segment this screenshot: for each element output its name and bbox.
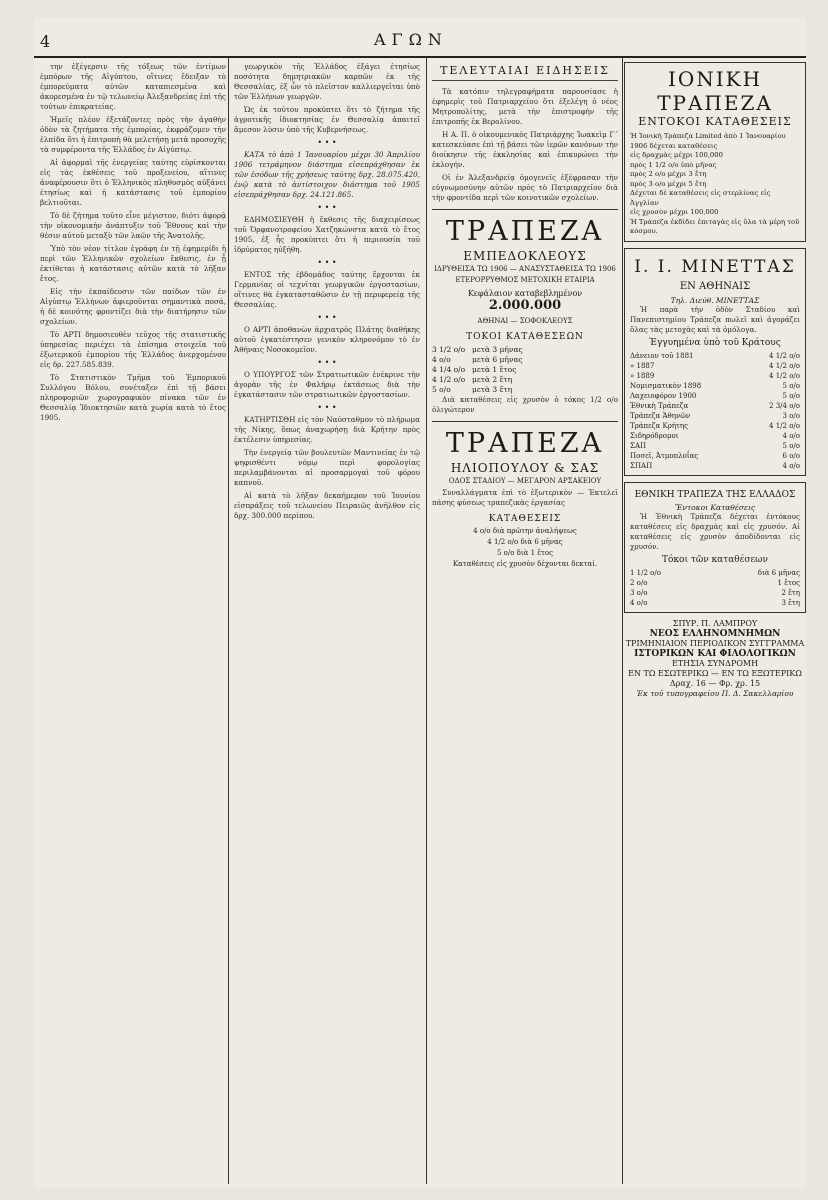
national-bank-ad <box>624 482 806 613</box>
rate-term: διὰ 6 μῆνας <box>757 568 800 577</box>
bond-name: Σιδηρόδρομοι <box>630 431 679 440</box>
guarantee-title: Ἐγγυημένα ὑπὸ τοῦ Κράτους <box>649 337 781 348</box>
deposit-line: 5 ο/ο διὰ 1 ἔτος <box>496 549 554 557</box>
article-paragraph: Ὑπὸ τὸν νέον τίτλον ἐγράφη ἐν τῇ ἐφημερίδι ἡ περὶ τῶν Ἑλληνικῶν σχολείων ἔκθεσις, ἐν ᾗ ἐκτίθεται ἡ κατάστασις αὐτῶν κατὰ τὸ λῆξαν ἔτος. <box>40 244 226 283</box>
ad-capital <box>432 289 618 313</box>
bond-name: Ἐθνικὴ Τράπεζα <box>630 401 689 410</box>
capital-label: Κεφάλαιον καταβεβλημένον <box>467 289 583 298</box>
minettas-ad <box>624 248 806 476</box>
bond-rate: 4 1/2 ο/ο <box>769 371 800 380</box>
ad-line: εἰς δραχμὰς μέχρι 100,000 <box>630 151 723 159</box>
bond-row <box>630 421 800 431</box>
ad-title: ΙΟΝΙΚΗ ΤΡΑΠΕΖΑ <box>657 67 773 115</box>
bond-rate: 4 ο/ο <box>782 461 800 470</box>
rate-term: μετὰ 3 ἔτη <box>472 385 513 394</box>
bond-name: Τράπεζα Κρήτης <box>630 421 689 430</box>
ornament-separator: • • • <box>317 313 337 322</box>
column-rule <box>622 58 623 1184</box>
article-paragraph: Αἱ κατὰ τὸ λῆξαν δεκαήμερον τοῦ Ἰουνίου εἰσπράξεις τοῦ τελωνείου Πειραιῶς ἀνῆλθον εἰς δρχ. 300.000 περίπου. <box>234 491 420 520</box>
ad-subtitle: Ἔντοκοι Καταθέσεις <box>674 502 756 512</box>
column-2 <box>234 62 420 1180</box>
article-paragraph: ΕΔΗΜΟΣΙΕΥΘΗ ἡ ἔκθεσις τῆς διαχειρίσεως τοῦ Ὀρφανοτροφείου Χατζηκώνστα κατὰ τὸ ἔτος 1905, ἐξ ἧς προκύπτει ὅτι ἡ περιουσία τοῦ ἱδρύματος ηὐξήθη. <box>234 215 420 254</box>
rate-row <box>630 568 800 578</box>
ad-title: Ι. Ι. ΜΙΝΕΤΤΑΣ <box>634 256 796 277</box>
rate-value: 2 ο/ο <box>630 578 648 587</box>
rate-term: μετὰ 2 ἔτη <box>472 375 513 384</box>
divider <box>432 421 618 422</box>
ornament-separator: • • • <box>317 358 337 367</box>
bond-row <box>630 461 800 471</box>
rate-row <box>432 355 618 365</box>
article-paragraph: Τὰ κατόπιν τηλεγραφήματα παρουσίασε ἡ ἐφημερὶς τοῦ Πατριαρχείου ὅτι ἐξελέγη ὁ νέος Μητροπολίτης, μετὰ τὴν ἐπιστροφὴν τῆς ἐπιτροπῆς ἐκ Βερολίνου. <box>432 87 618 126</box>
bond-rate: 4 ο/ο <box>782 431 800 440</box>
rate-value: 4 ο/ο <box>432 355 451 364</box>
ad-author: ΣΠΥΡ. Π. ΛΑΜΠΡΟΥ <box>672 618 758 628</box>
ad-location: ΑΘΗΝΑΙ — ΣΟΦΟΚΛΕΟΥΣ <box>477 317 573 325</box>
newspaper-page <box>34 18 806 1188</box>
bond-name: Δάνειον τοῦ 1881 <box>630 351 694 360</box>
rate-value: 5 ο/ο <box>432 385 451 394</box>
rates-title: Τόκοι τῶν καταθέσεων <box>662 554 768 565</box>
bond-name: Λαχειοφόρον 1900 <box>630 391 697 400</box>
ad-address: ΟΔΟΣ ΣΤΑΔΙΟΥ — ΜΕΓΑΡΟΝ ΑΡΣΑΚΕΙΟΥ <box>448 477 602 485</box>
periodical-ad <box>624 619 806 699</box>
rate-term: μετὰ 6 μῆνας <box>472 355 523 364</box>
deposits-title: ΚΑΤΑΘΕΣΕΙΣ <box>488 514 562 524</box>
ad-line: πρὸς 1 1/2 ο/ο ὑπὸ μῆνας <box>630 160 717 169</box>
article-paragraph: γεωργικὸν τῆς Ἑλλάδος ἐξάγει ἐτησίως ποσότητα δημητριακῶν καρπῶν ἐκ τῆς Θεσσαλίας, ἐξ ὧν τὸ πλεῖστον καλλιεργεῖται ὑπὸ τῶν Ἑλλήνων γεωργῶν. <box>234 62 420 101</box>
ionian-bank-ad <box>624 62 806 242</box>
rate-value: 1 1/2 ο/ο <box>630 568 661 577</box>
ad-line: εἰς χρυσὸν μέχρι 100,000 <box>630 208 719 216</box>
ornament-separator: • • • <box>317 403 337 412</box>
rate-term: 1 ἔτος <box>777 578 800 587</box>
bond-rate: 4 1/2 ο/ο <box>769 351 800 360</box>
ad-subtitle: ΗΛΙΟΠΟΥΛΟΥ & ΣΑΣ <box>450 461 600 475</box>
page-number: 4 <box>40 32 51 51</box>
rate-value: 4 1/4 ο/ο <box>432 365 466 374</box>
bank-ad-empedokleous <box>432 216 618 415</box>
ad-line: Ἡ Ἰονικὴ Τράπεζα Limited ἀπὸ 1 Ἰανουαρίου 1906 δέχεται καταθέσεις <box>630 132 786 150</box>
bond-row <box>630 361 800 371</box>
ad-line: ΕΤΗΣΙΑ ΣΥΝΔΡΟΜΗ <box>671 658 759 668</box>
masthead: ΑΓΩΝ <box>374 30 448 49</box>
bond-rate: 5 ο/ο <box>782 441 800 450</box>
article-paragraph: Η Α. Π. ὁ οἰκουμενικὸς Πατριάρχης Ἰωακεὶμ Γ΄ κατεσκεύασε ἐπὶ τῇ βάσει τῶν ἱερῶν κανόνων τὴν διοίκησιν τῆς ἐκκλησίας καὶ ἐπικυρώνει τὴν ἐκλογήν. <box>432 130 618 169</box>
rate-row <box>432 365 618 375</box>
rate-row <box>432 345 618 355</box>
ad-description: Συναλλάγματα ἐπὶ τὸ ἐξωτερικὸν — Ἐκτελεῖ πάσης φύσεως τραπεζικὰς ἐργασίας <box>432 488 618 507</box>
rate-value: 4 ο/ο <box>630 598 648 607</box>
bond-rate: 6 ο/ο <box>782 451 800 460</box>
bond-rate: 5 ο/ο <box>782 391 800 400</box>
bond-name: Νομισματικὸν 1898 <box>630 381 702 390</box>
rate-row <box>630 588 800 598</box>
article-paragraph: ΚΑΤΑ τὸ ἀπὸ 1 Ἰανουαρίου μέχρι 30 Ἀπριλίου 1906 τετράμηνον διάστημα εἰσεπράχθησαν ἐκ τῶν ἐσόδων τῆς χρήσεως ταύτης δρχ. 28.075.420, ἐνῷ κατὰ τὸ ἀντίστοιχον διάστημα τοῦ 1905 εἰσεπράχθησαν δρχ. 24.121.865. <box>234 150 420 199</box>
bond-row <box>630 451 800 461</box>
ad-title: ΤΡΑΠΕΖΑ <box>445 216 605 247</box>
ad-subtitle: ΕΜΠΕΔΟΚΛΕΟΥΣ <box>463 249 587 263</box>
rate-row <box>630 598 800 608</box>
bond-name: Ποσεῖ, Ἀτμοπλοΐας <box>630 451 699 460</box>
bond-row <box>630 411 800 421</box>
ad-title: ΕΘΝΙΚΗ ΤΡΑΠΕΖΑ ΤΗΣ ΕΛΛΑΔΟΣ <box>634 489 796 500</box>
ad-line: ΙΣΤΟΡΙΚΩΝ ΚΑΙ ΦΙΛΟΛΟΓΙΚΩΝ <box>634 648 796 659</box>
bond-rate: 4 1/2 ο/ο <box>769 361 800 370</box>
divider <box>432 209 618 210</box>
bond-row <box>630 381 800 391</box>
bond-row <box>630 441 800 451</box>
column-1 <box>40 62 226 1180</box>
bond-row <box>630 431 800 441</box>
ad-line: ΤΡΙΜΗΝΙΑΙΟΝ ΠΕΡΙΟΔΙΚΟΝ ΣΥΓΓΡΑΜΜΑ <box>625 638 805 648</box>
ad-description: Ἡ παρὰ τὴν ὁδὸν Σταδίου καὶ Πανεπιστημίου Τράπεζα πωλεῖ καὶ ἀγοράζει ὅλας τὰς μετοχὰς καὶ τὰ ὁμόλογα. <box>630 304 800 334</box>
column-4 <box>624 62 806 1180</box>
rate-row <box>432 375 618 385</box>
ad-subtitle: ΕΝΤΟΚΟΙ ΚΑΤΑΘΕΣΕΙΣ <box>638 115 792 128</box>
rates-title: ΤΟΚΟΙ ΚΑΤΑΘΕΣΕΩΝ <box>466 332 584 342</box>
bond-rate: 4 1/2 ο/ο <box>769 421 800 430</box>
article-paragraph: Εἰς τὴν ἐκπαίδευσιν τῶν παίδων τῶν ἐν Αἰγύπτῳ Ἑλλήνων ἀφιεροῦνται σημαντικὰ ποσά, ἡ δὲ κοινότης φροντίζει διὰ τὴν διατήρησιν τῶν σχολείων. <box>40 287 226 326</box>
column-rule <box>426 58 427 1184</box>
ad-line: Δέχεται δὲ καταθέσεις εἰς στερλίνας εἰς Ἀγγλίαν <box>630 189 771 207</box>
deposit-line: 4 ο/ο διὰ πρῶτην ἀναλήψεως <box>473 527 577 535</box>
bond-row <box>630 371 800 381</box>
ornament-separator: • • • <box>317 138 337 147</box>
rate-row <box>630 578 800 588</box>
ad-type: ΕΤΕΡΟΡΡΥΘΜΟΣ ΜΕΤΟΧΙΚΗ ΕΤΑΙΡΙΑ <box>455 276 595 284</box>
article-paragraph: Ὡς ἐκ τούτου προκύπτει ὅτι τὸ ζήτημα τῆς ἀγροτικῆς ἰδιοκτησίας ἐν Θεσσαλίᾳ ἀπαιτεῖ ἄμεσον λύσιν ὑπὸ τῆς Κυβερνήσεως. <box>234 105 420 134</box>
printer-credit: Ἐκ τοῦ τυπογραφείου Π. Δ. Σακελλαρίου <box>636 688 794 698</box>
rate-term: μετὰ 3 μῆνας <box>472 345 523 354</box>
ad-title: ΤΡΑΠΕΖΑ <box>445 428 605 459</box>
article-paragraph: ΚΑΤΗΡΤΙΣΘΗ εἰς τὸν Ναύσταθμον τὸ πλήρωμα τῆς Νίκης, ὅπως ἀναχωρήσῃ διὰ Κρήτην πρὸς ἐκτέλεσιν ὑπηρεσίας. <box>234 415 420 444</box>
deposit-line: 4 1/2 ο/ο διὰ 6 μῆνας <box>487 538 563 546</box>
column-3 <box>432 62 618 1180</box>
ad-line: πρὸς 2 ο/ο μέχρι 3 ἔτη <box>630 170 707 178</box>
bond-rate: 2 3/4 ο/ο <box>769 401 800 410</box>
bond-name: » 1887 <box>630 361 655 370</box>
bond-name: ΣΠΑΠ <box>630 461 653 470</box>
capital-value: 2.000.000 <box>488 298 562 313</box>
bond-row <box>630 351 800 361</box>
rate-row <box>432 385 618 395</box>
article-paragraph: Ο ΥΠΟΥΡΓΟΣ τῶν Στρατιωτικῶν ἐνέκρινε τὴν ἀγορὰν τῆς ἐν Φαλήρῳ ἐκτάσεως διὰ τὴν ἐγκατάστασιν τῶν στρατιωτικῶν ἐργοστασίων. <box>234 370 420 399</box>
article-paragraph: Ο ΑΡΤΙ ἀποθανὼν ἀρχιατρὸς Πλάτης διαθήκης αὐτοῦ ἐγκατέστησεν γενικὸν κληρονόμον τὸ ἐν Ἀθήναις Νοσοκομεῖον. <box>234 325 420 354</box>
bond-rate: 3 ο/ο <box>782 411 800 420</box>
article-paragraph: Τὴν ἐνεργείᾳ τῶν βουλευτῶν Μαντινείας ἐν τῷ ψηφισθέντι νόμῳ περὶ φορολογίας περιλαμβάνονται αἱ προσαρμογαὶ τοῦ φόρου καπνοῦ. <box>234 448 420 487</box>
bond-name: » 1889 <box>630 371 655 380</box>
article-paragraph: Τὸ ΑΡΤΙ δημοσιευθὲν τεῦχος τῆς στατιστικῆς ὑπηρεσίας περιέχει τὰ ἐπίσημα στοιχεῖα τοῦ ἐξωτερικοῦ ἐμπορίου τῆς Ἑλλάδος ἀνερχομένου εἰς δρ. 227.585.839. <box>40 330 226 369</box>
rate-value: 3 1/2 ο/ο <box>432 345 466 354</box>
bond-name: ΣΑΠ <box>630 441 647 450</box>
ad-line: ΕΝ ΤΩ ΕΣΩΤΕΡΙΚΩ — ΕΝ ΤΩ ΕΞΩΤΕΡΙΚΩ <box>628 668 802 678</box>
bond-name: Τράπεζα Ἀθηνῶν <box>630 411 691 420</box>
article-paragraph: Αἱ ἀφορμαὶ τῆς ἐνεργείας ταύτης εὑρίσκονται εἰς τὰς ἐκθέσεις τοῦ προξενείου, αἵτινες ἀναφέρουσιν ὅτι ὁ Ἑλληνικὸς πληθυσμὸς αὐξάνει ἐτησίως καὶ ἡ κατάστασις τοῦ ἐμπορίου βελτιοῦται. <box>40 158 226 207</box>
article-paragraph: Τὸ δὲ ζήτημα τοῦτο εἶνε μέγιστον, διότι ἀφορᾷ τὴν οἰκονομικὴν ἀνάπτυξιν τοῦ Ἔθνους καὶ τὴν θέσιν αὐτοῦ μεταξὺ τῶν λαῶν τῆς Ἀνατολῆς. <box>40 211 226 240</box>
article-paragraph: Ἡμεῖς πλέον ἐξετάζοντες πρὸς τὴν ἀγαθὴν ὁδὸν τὰ ζητήματα τῆς ἐμπορίας, ἐκφράζομεν τὴν ἐλπίδα ὅτι ἡ ἐπιτροπὴ θὰ μελετήσῃ μετὰ προσοχῆς τὰ συμφέροντα τῆς Ἑλλάδος ἐν Αἰγύπτῳ. <box>40 115 226 154</box>
ad-address: Τηλ. Διεύθ. ΜΙΝΕΤΤΑΣ <box>670 295 760 305</box>
ad-note: Διὰ καταθέσεις εἰς χρυσὸν ὁ τόκος 1/2 ο/ο ὀλιγώτερον <box>432 395 618 414</box>
rate-term: 3 ἔτη <box>781 598 800 607</box>
bond-row <box>630 391 800 401</box>
rate-term: μετὰ 1 ἔτος <box>472 365 517 374</box>
ad-description: Ἡ Ἐθνικὴ Τράπεζα δέχεται ἐντόκους καταθέσεις εἰς δραχμὰς καὶ εἰς χρυσόν. Αἱ καταθέσεις εἰς χρυσὸν ἀποδίδονται εἰς χρυσόν. <box>630 511 800 551</box>
ad-title: ΝΕΟΣ ΕΛΛΗΝΟΜΝΗΜΩΝ <box>649 628 781 639</box>
column-rule <box>228 58 229 1184</box>
rate-value: 3 ο/ο <box>630 588 648 597</box>
ad-founded: ΙΔΡΥΘΕΙΣΑ ΤΩ 1906 — ΑΝΑΣΥΣΤΑΘΕΙΣΑ ΤΩ 1906 <box>434 265 616 273</box>
ornament-separator: • • • <box>317 203 337 212</box>
ad-line: πρὸς 3 ο/ο μέχρι 5 ἔτη <box>630 179 707 188</box>
article-paragraph: ΕΝΤΟΣ τῆς ἑβδομάδος ταύτης ἔρχονται ἐκ Γερμανίας οἱ τεχνῖται γεωργικῶν ἐργοστασίων, οἵτινες θὰ ἐγκατασταθῶσιν ἐν τῇ περιφερείᾳ τῆς Θεσσαλίας. <box>234 270 420 309</box>
article-paragraph: Οἱ ἐν Ἀλεξανδρείᾳ ὁμογενεῖς ἐξέφρασαν τὴν εὐγνωμοσύνην αὐτῶν πρὸς τὸ Πατριαρχεῖον διὰ τὴν φροντίδα περὶ τῶν κοινοτικῶν σχολείων. <box>432 173 618 202</box>
section-title: ΤΕΛΕΥΤΑΙΑΙ ΕΙΔΗΣΕΙΣ <box>432 64 618 81</box>
rate-value: 4 1/2 ο/ο <box>432 375 466 384</box>
article-paragraph: την ἐξέγερσιν τῆς τόξεως τῶν ἐντίμων ἐμπόρων τῆς Αἰγύπτου, οἵτινες ἔδειξαν τὸ ἐμπορεύματα αὐτῶν καταπιεσμένα καὶ ἀκορεσμένα ἐν τῷ τελωνείῳ Ἀλεξανδρείας ἐπὶ τῆς τούτων ἐπικρατείας. <box>40 62 226 111</box>
ad-note: Καταθέσεις εἰς χρυσὸν δέχονται δεκταί. <box>452 560 598 568</box>
ad-subtitle: ΕΝ ΑΘΗΝΑΙΣ <box>679 280 751 292</box>
bond-row <box>630 401 800 411</box>
bond-rate: 5 ο/ο <box>782 381 800 390</box>
ad-price: Δραχ. 16 — Φρ. χρ. 15 <box>669 678 761 688</box>
ornament-separator: • • • <box>317 258 337 267</box>
rate-term: 2 ἔτη <box>781 588 800 597</box>
page-header <box>34 28 806 58</box>
ad-line: Ἡ Τράπεζα ἐκδίδει ἐπιταγὰς εἰς ὅλα τὰ μέρη τοῦ κόσμου. <box>630 217 800 235</box>
bank-ad-iliopoulou <box>432 428 618 569</box>
article-paragraph: Τὸ Στατιστικὸν Τμῆμα τοῦ Ἐμπορικοῦ Συλλόγου Βόλου, συνέταξεν ἐπὶ τῇ βάσει πληροφοριῶν χωρογραφικὸν πίνακα τῶν ἐν Θεσσαλίᾳ Ἰδιοκτησιῶν κατὰ χωρία κατὰ τὸ ἔτος 1905. <box>40 373 226 422</box>
